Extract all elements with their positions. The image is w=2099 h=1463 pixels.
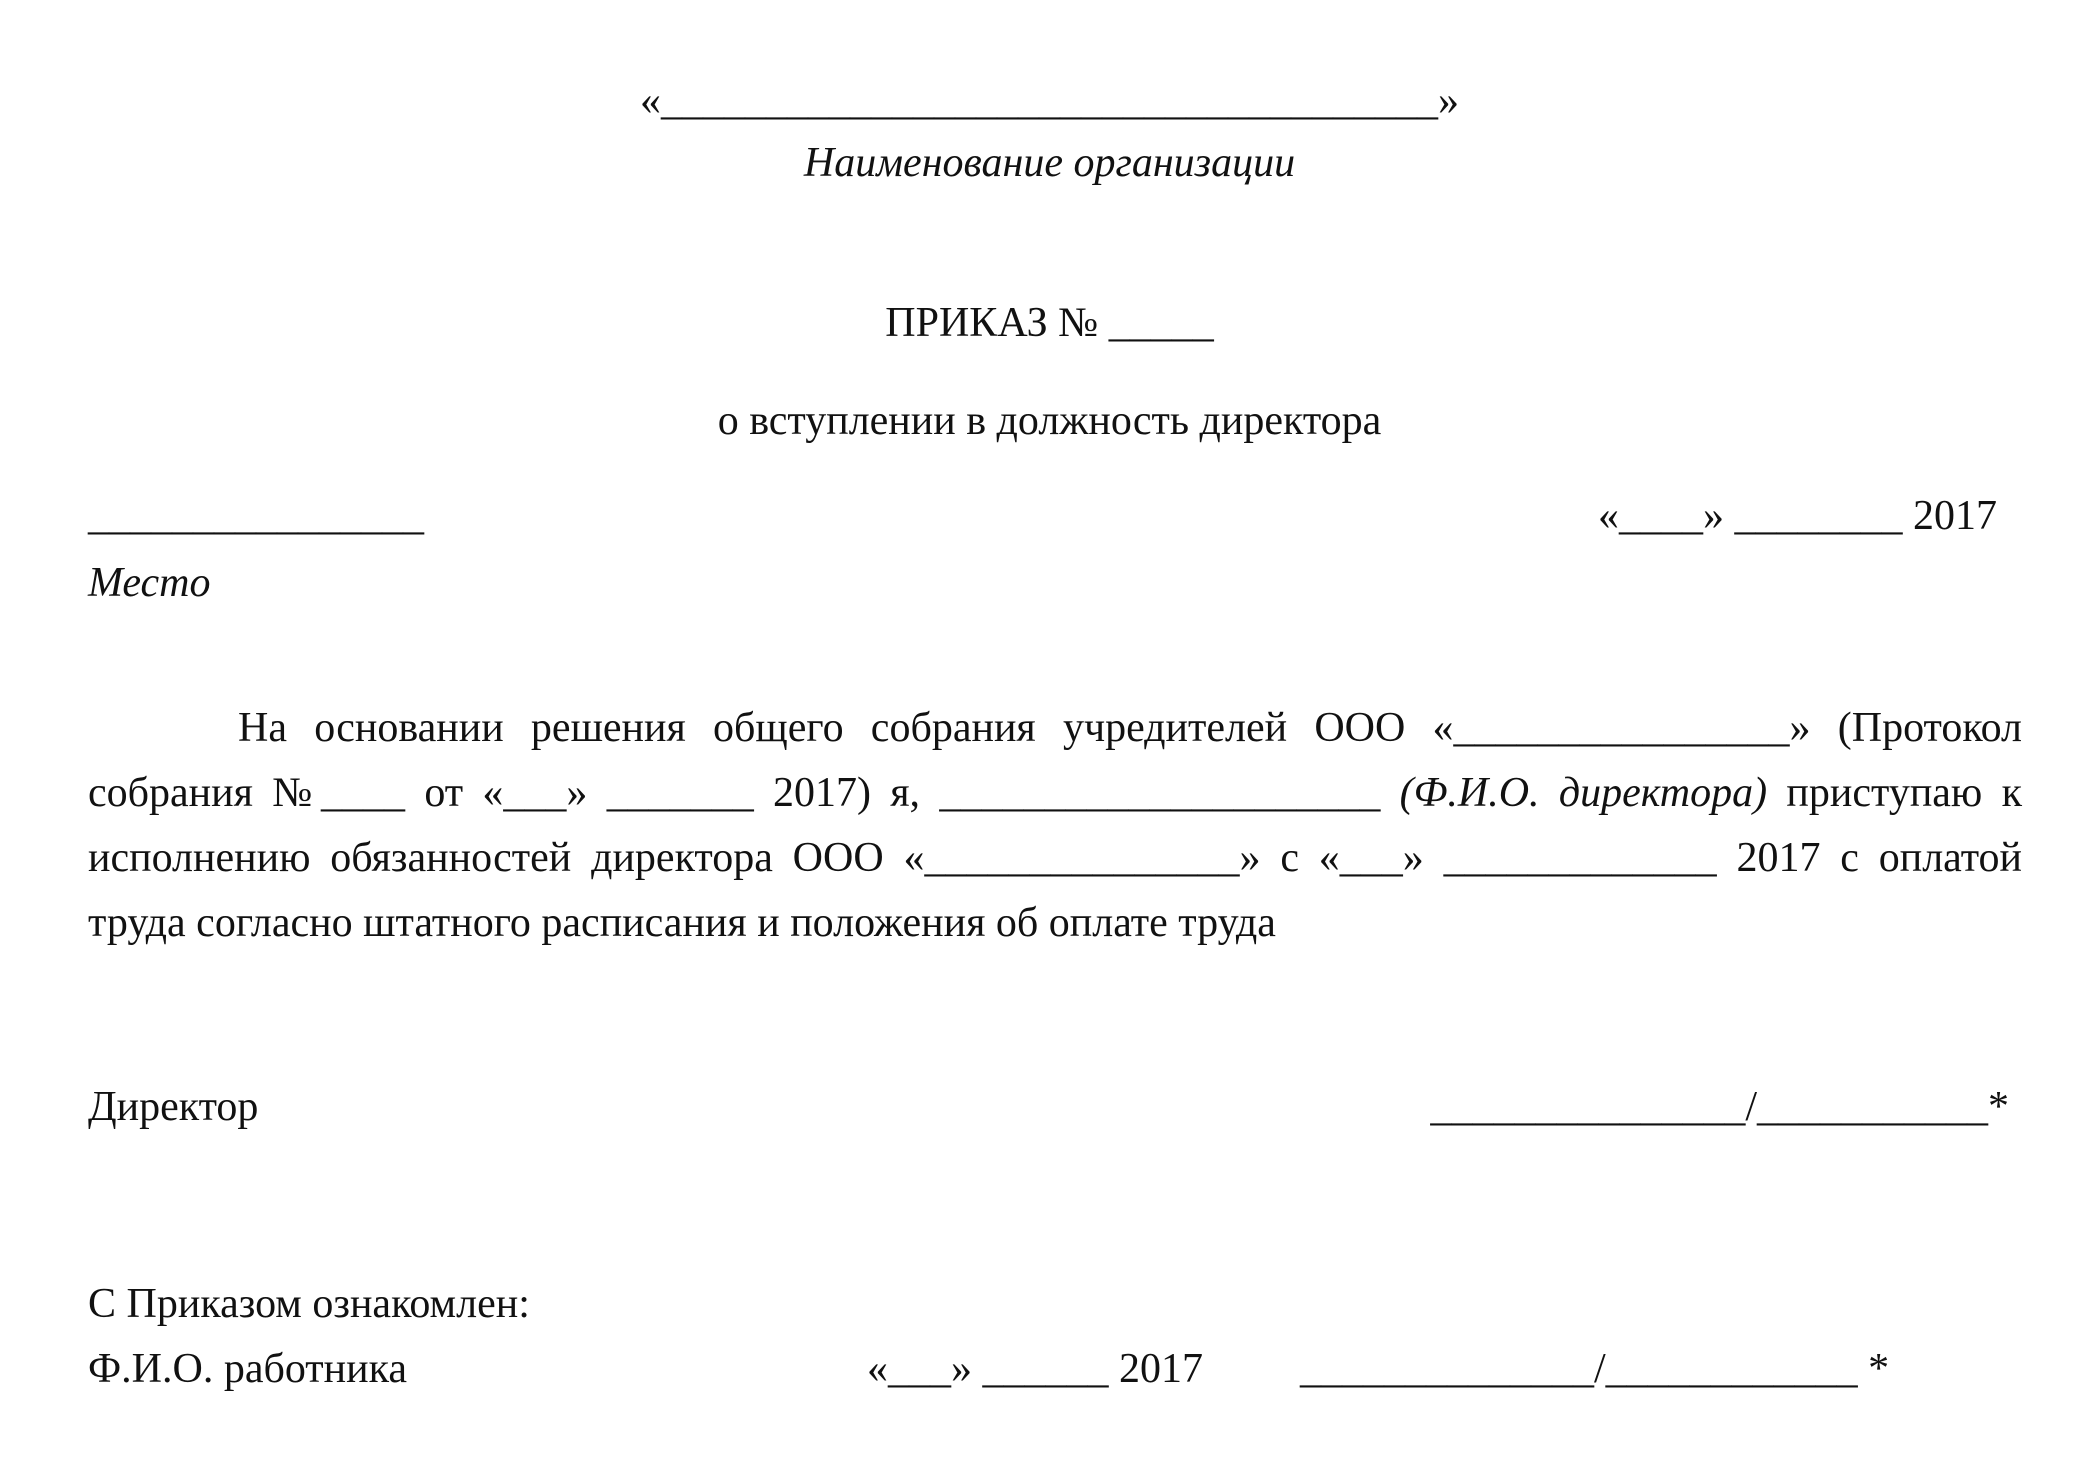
body-text-part1: На основании решения общего собрания учредителей ООО «________________» (Протокол собрания №____ от «___» _______ 2017) я, _____________________ (88, 705, 2022, 816)
employee-signature-line: ______________/____________ * (1300, 1346, 1890, 1392)
acknowledgement-label: С Приказом ознакомлен: (88, 1281, 530, 1327)
organization-name-line: «_____________________________________» (640, 78, 1459, 124)
order-subject: о вступлении в должность директора (717, 398, 1382, 444)
order-date-line: «____» ________ 2017 (1598, 493, 1997, 539)
order-title: ПРИКАЗ № _____ (885, 300, 1214, 346)
director-signature-line: _______________/___________* (1430, 1084, 2009, 1130)
order-body-paragraph (88, 696, 2022, 956)
director-label: Директор (88, 1084, 259, 1130)
body-text-part3: приступаю к исполнению обязанностей директора ООО «_______________» с «___» _____________ 2017 с оплатой труда согласно штатного расписания и положения об оплате труда (88, 770, 2022, 946)
employee-date-line: «___» ______ 2017 (867, 1346, 1203, 1392)
place-caption: Место (88, 560, 211, 606)
employee-name-label: Ф.И.О. работника (88, 1346, 408, 1392)
body-text-director-name-hint: (Ф.И.О. директора) (1399, 770, 1768, 816)
organization-name-caption: Наименование организации (803, 140, 1296, 186)
place-blank-line: ________________ (88, 493, 424, 539)
